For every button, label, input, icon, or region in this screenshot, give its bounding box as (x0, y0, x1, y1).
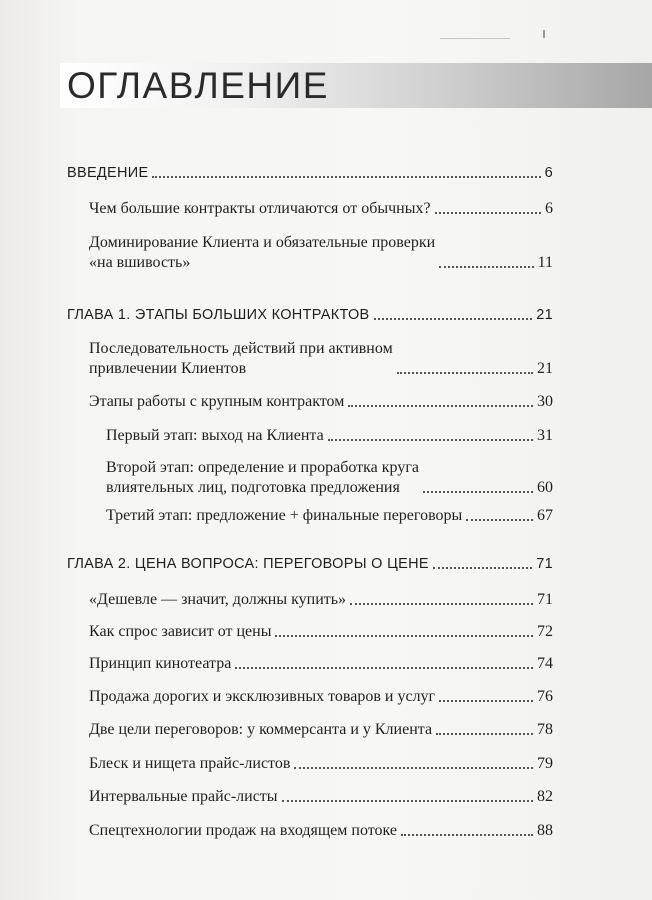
dot-leader (350, 603, 533, 605)
page-number: 76 (537, 688, 553, 705)
toc-entry[interactable] (89, 339, 553, 379)
entry-title: Чем большие контракты отличаются от обычных? (89, 200, 431, 217)
dot-leader (348, 405, 533, 407)
toc-entry[interactable] (106, 458, 553, 498)
entry-title: Продажа дорогих и эксклюзивных товаров и услуг (89, 688, 436, 705)
dot-leader (328, 439, 533, 441)
toc-entry[interactable] (89, 754, 553, 774)
page-number: 31 (537, 427, 553, 444)
entry-title: Как спрос зависит от цены (89, 623, 272, 640)
entry-title: привлечении Клиентов (89, 360, 247, 377)
dot-leader (152, 176, 540, 178)
page-number: 78 (537, 721, 553, 738)
dot-leader (433, 567, 532, 569)
dot-leader (439, 266, 533, 268)
dot-leader (294, 767, 533, 769)
toc-entry[interactable] (89, 787, 553, 807)
entry-title: Две цели переговоров: у коммерсанта и у Клиента (89, 721, 433, 738)
entry-title: Блеск и нищета прайс-листов (89, 755, 291, 772)
page-number: 67 (537, 507, 553, 524)
page-number: 71 (537, 591, 553, 608)
entry-title: Первый этап: выход на Клиента (106, 427, 324, 444)
entry-title: влиятельных лиц, подготовка предложения (106, 479, 400, 496)
entry-title: Этапы работы с крупным контрактом (89, 393, 345, 410)
dot-leader (401, 834, 533, 836)
page-number: 6 (545, 200, 553, 217)
toc-entry[interactable] (106, 426, 553, 446)
entry-title-line: Последовательность действий при активном (89, 340, 393, 357)
page-title: ОГЛАВЛЕНИЕ (67, 65, 329, 106)
toc-entry[interactable] (89, 622, 553, 642)
dot-leader (235, 667, 533, 669)
section-title: ГЛАВА 1. ЭТАПЫ БОЛЬШИХ КОНТРАКТОВ (67, 307, 370, 323)
page-number: 60 (537, 479, 553, 496)
dot-leader (374, 318, 533, 320)
dot-leader (397, 372, 533, 374)
toc-entry[interactable] (89, 654, 553, 674)
section-title: ВВЕДЕНИЕ (67, 165, 149, 181)
entry-title-line: Доминирование Клиента и обязательные проверки (89, 234, 436, 251)
toc-section-chapter-2[interactable] (67, 554, 553, 574)
page-number: 21 (536, 307, 553, 323)
toc-entry[interactable] (89, 233, 553, 273)
dot-leader (466, 519, 533, 521)
toc-entry[interactable] (89, 720, 553, 740)
entry-title-line: Второй этап: определение и проработка круга (106, 459, 419, 476)
dot-leader (435, 212, 541, 214)
dot-leader (423, 491, 533, 493)
toc-section-chapter-1[interactable] (67, 305, 553, 325)
entry-title: Принцип кинотеатра (89, 655, 232, 672)
toc-entry[interactable] (89, 821, 553, 841)
page-number: 30 (537, 393, 553, 410)
page-number: 72 (537, 623, 553, 640)
dot-leader (282, 800, 533, 802)
entry-title: Спецтехнологии продаж на входящем потоке (89, 822, 398, 839)
page-number: 79 (537, 755, 553, 772)
page-number: 6 (544, 165, 553, 181)
entry-title: «Дешевле — значит, должны купить» (89, 591, 347, 608)
toc-entry[interactable] (89, 392, 553, 412)
toc-entry[interactable] (89, 199, 553, 219)
entry-title: «на вшивость» (89, 254, 191, 271)
page-number: 11 (537, 254, 553, 271)
entry-title: Третий этап: предложение + финальные переговоры (106, 507, 463, 524)
page-number: 74 (537, 655, 553, 672)
dot-leader (436, 733, 533, 735)
page-number: 82 (537, 788, 553, 805)
page-number: 88 (537, 822, 553, 839)
toc-entry[interactable] (106, 506, 553, 526)
entry-title: Интервальные прайс-листы (89, 788, 278, 805)
section-title: ГЛАВА 2. ЦЕНА ВОПРОСА: ПЕРЕГОВОРЫ О ЦЕНЕ (67, 556, 429, 572)
toc-entry[interactable] (89, 590, 553, 610)
toc-entry[interactable] (89, 687, 553, 707)
toc-section-introduction[interactable] (67, 163, 553, 183)
page-number: 71 (536, 556, 553, 572)
dot-leader (275, 635, 533, 637)
page-number: 21 (537, 360, 553, 377)
dot-leader (439, 700, 533, 702)
